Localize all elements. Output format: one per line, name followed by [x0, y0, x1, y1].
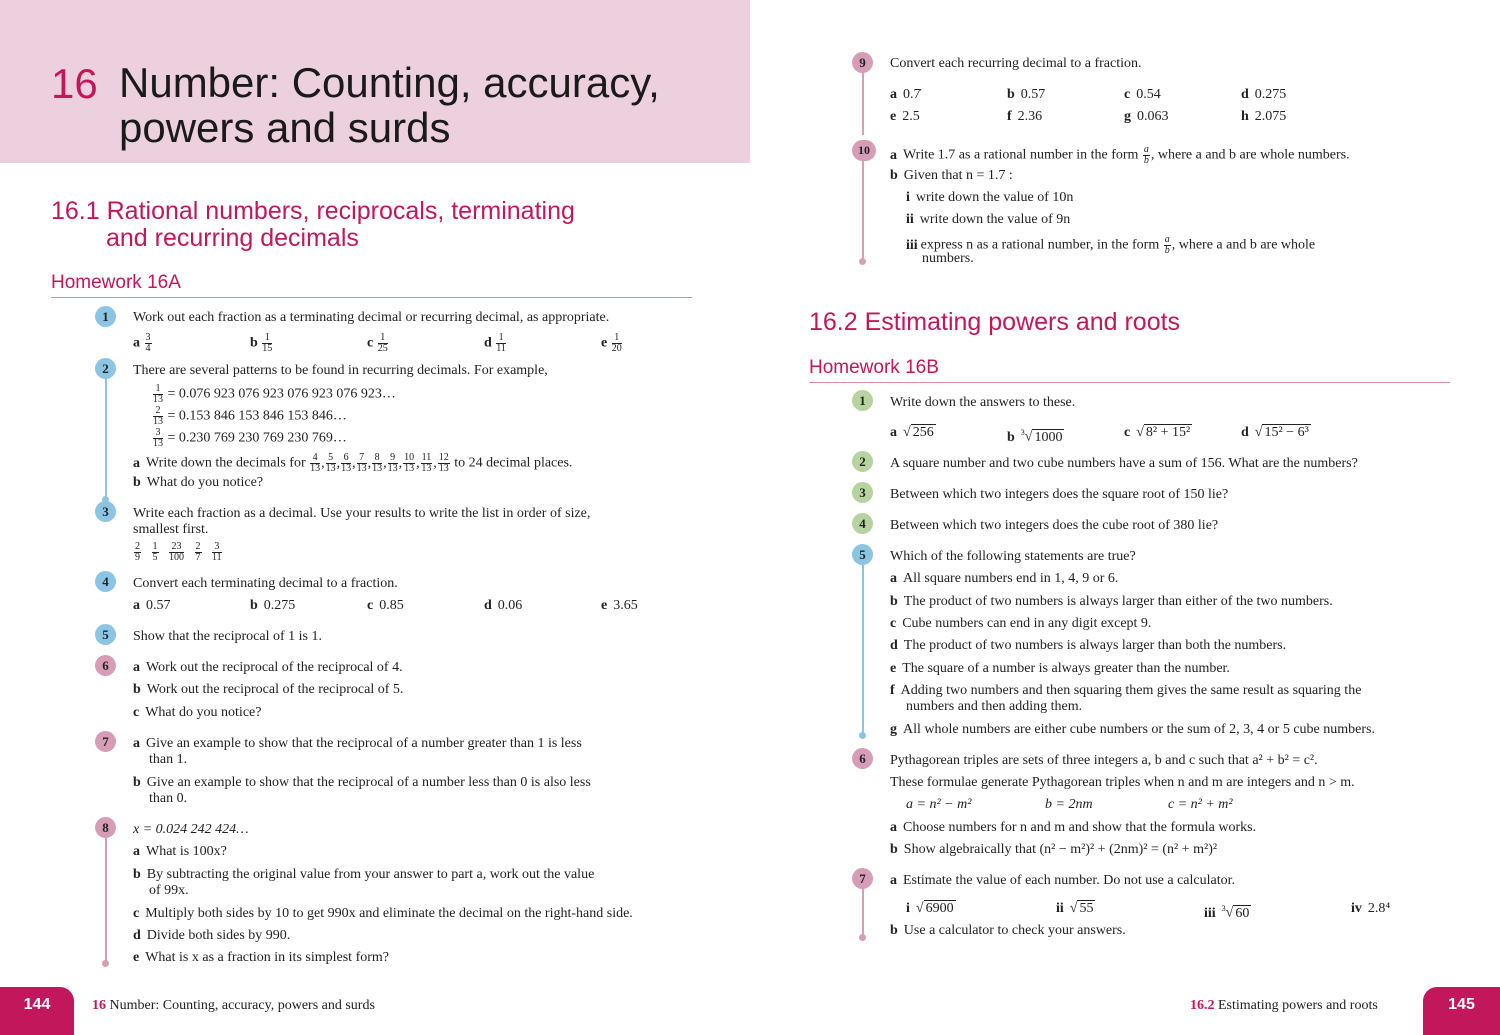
homework-16a-heading: Homework 16A [51, 272, 181, 293]
q2-part-b: b What do you notice? [133, 475, 264, 490]
q9-parts: a 0.7̇ b 0.57 c 0.54 d 0.275 e 2.5 f 2.36 g 0.063 h 2.075 [890, 87, 1287, 124]
fraction: $\frac{5}{13}$ [325, 452, 336, 474]
fraction: $\frac{11}{13}$ [421, 452, 432, 474]
q10-part-b-iii: iii express n as a rational number, in the form $\frac{a}{b}$ , where a and b are whole [906, 234, 1316, 256]
guide-dot [859, 934, 866, 941]
question-number-badge: 5 [852, 544, 873, 565]
q8-part-d: d Divide both sides by 990. [133, 928, 291, 943]
q10-part-b: b Given that n = 1.7 : [890, 168, 1013, 183]
fraction: $\frac{4}{13}$ [310, 452, 321, 474]
guide-dot [102, 960, 109, 967]
b5-part-b: b The product of two numbers is always larger than either of the two numbers. [890, 594, 1333, 609]
q2-row: $\frac{3}{13}$ = 0.230 769 230 769 230 769… [153, 427, 347, 449]
question-number-badge: 10 [852, 140, 876, 161]
fraction: $\frac{1}{25}$ [377, 332, 388, 354]
question-number-badge: 5 [95, 624, 116, 645]
fraction: $\frac{12}{13}$ [438, 452, 449, 474]
guide-dot [859, 732, 866, 739]
question-guide-line [862, 73, 864, 135]
question-number-badge: 2 [852, 451, 873, 472]
q1-text: Work out each fraction as a terminating decimal or recurring decimal, as appropriate. [133, 310, 610, 325]
fraction: $\frac{1}{15}$ [262, 332, 273, 354]
q8-part-b-cont: of 99x. [149, 883, 189, 898]
q10-part-b-ii: ii write down the value of 9n [906, 212, 1071, 227]
b5-part-a: a All square numbers end in 1, 4, 9 or 6. [890, 571, 1119, 586]
q8-part-c: c Multiply both sides by 10 to get 990x and eliminate the decimal on the right-hand side. [133, 906, 633, 921]
b6-formula-c: c = n² + m² [1168, 797, 1233, 812]
b5-part-g: g All whole numbers are either cube numbers or the sum of 2, 3, 4 or 5 cube numbers. [890, 722, 1375, 737]
q9-text: Convert each recurring decimal to a fraction. [890, 56, 1142, 71]
question-number-badge: 1 [852, 390, 873, 411]
q2-text: There are several patterns to be found in recurring decimals. For example, [133, 363, 548, 378]
b6-text2: These formulae generate Pythagorean triples when n and m are integers and n > m. [890, 775, 1355, 790]
homework-16b-heading: Homework 16B [809, 357, 939, 378]
fraction: $\frac{8}{13}$ [372, 452, 383, 474]
q6-part-c: c What do you notice? [133, 705, 262, 720]
b5-part-f: f Adding two numbers and then squaring them gives the same result as squaring the [890, 683, 1362, 698]
section-16-1-title [51, 198, 691, 252]
q8-part-b: b By subtracting the original value from your answer to part a, work out the value [133, 867, 595, 882]
question-guide-line [105, 838, 107, 963]
question-number-badge: 3 [95, 501, 116, 522]
b7-part-a: a Estimate the value of each number. Do not use a calculator. [890, 873, 1235, 888]
part-label: c [367, 335, 374, 351]
page-number-right: 145 [1423, 987, 1500, 1035]
question-number-badge: 7 [852, 868, 873, 889]
chapter-title [119, 60, 739, 150]
question-number-badge: 6 [95, 655, 116, 676]
fraction: $\frac{7}{13}$ [356, 452, 367, 474]
fraction: $\frac{1}{11}$ [496, 332, 506, 354]
q8-part-e: e What is x as a fraction in its simplest form? [133, 950, 389, 965]
q2-fraction-list: $\frac{4}{13}$ , $\frac{5}{13}$ , $\frac{6}{13}$ , $\frac{7}{13}$ , $\frac{8}{13}$ , $\frac{9}{13}$ , $\frac{10}{13}$ , $\frac{11}{13}$ , $\frac{12}{13}$ [310, 452, 449, 474]
footer-left-running-head: 16 Number: Counting, accuracy, powers and surds [92, 998, 375, 1013]
footer-right-running-head: 16.2 Estimating powers and roots [1190, 998, 1378, 1013]
question-number-badge: 9 [852, 52, 873, 73]
homework-rule [809, 382, 1450, 383]
q10-part-b-i: i write down the value of 10n [906, 190, 1074, 205]
section-number: 16.1 [51, 197, 100, 225]
section-title-line1: Rational numbers, reciprocals, terminating [106, 197, 575, 225]
question-number-badge: 8 [95, 817, 116, 838]
question-number-badge: 3 [852, 482, 873, 503]
b5-part-f-cont: numbers and then adding them. [906, 699, 1083, 714]
question-number-badge: 1 [95, 306, 116, 327]
q8-part-a: a What is 100x? [133, 844, 227, 859]
b5-part-e: e The square of a number is always greater than the number. [890, 661, 1230, 676]
b6-part-b: b Show algebraically that (n² − m²)² + (2nm)² = (n² + m²)² [890, 842, 1218, 857]
b5-text: Which of the following statements are true? [890, 549, 1136, 564]
b2-text: A square number and two cube numbers have a sum of 156. What are the numbers? [890, 456, 1358, 471]
b6-part-a: a Choose numbers for n and m and show that the formula works. [890, 820, 1257, 835]
q2-part-a: a Write down the decimals for $\frac{4}{13}$ , $\frac{5}{13}$ , $\frac{6}{13}$ , $\frac{7}{13}$ , $\frac{8}{13}$ , $\frac{9}{13}$ , $\frac{10}{13}$ , $\frac{11}{13}$ , $\frac{12}{13}$ to 24 decimal places. [133, 452, 573, 474]
chapter-title-line2: powers and surds [119, 104, 451, 151]
section-title-line2: and recurring decimals [106, 224, 359, 252]
q7-part-b: b Give an example to show that the reciprocal of a number less than 0 is also less [133, 775, 591, 790]
q3-fractions: $\frac{2}{9}$ $\frac{1}{5}$ $\frac{23}{100}$ $\frac{2}{7}$ $\frac{3}{11}$ [135, 541, 222, 563]
chapter-number: 16 [51, 60, 98, 107]
q10-part-a: a Write 1.7 as a rational number in the form $\frac{a}{b}$ , where a and b are whole numbers. [890, 144, 1350, 166]
q4-text: Convert each terminating decimal to a fraction. [133, 576, 398, 591]
q3-line2: smallest first. [133, 522, 209, 537]
b6-formula-b: b = 2nm [1045, 797, 1093, 812]
chapter-title-line1: Number: Counting, accuracy, [119, 59, 660, 106]
question-guide-line [105, 379, 107, 499]
q7-part-b-cont: than 0. [149, 791, 188, 806]
question-number-badge: 4 [95, 571, 116, 592]
fraction: $\frac{10}{13}$ [404, 452, 415, 474]
b3-text: Between which two integers does the square root of 150 lie? [890, 487, 1229, 502]
q6-part-a: a Work out the reciprocal of the reciprocal of 4. [133, 660, 403, 675]
homework-rule [51, 297, 692, 298]
part-label: e [601, 335, 608, 351]
page-number-left: 144 [0, 987, 74, 1035]
question-guide-line [862, 889, 864, 937]
q2-row: $\frac{2}{13}$ = 0.153 846 153 846 153 846… [153, 405, 347, 427]
q10-part-b-iii-cont: numbers. [922, 251, 974, 266]
part-label: b [250, 335, 258, 351]
fraction: $\frac{1}{20}$ [611, 332, 622, 354]
b6-formula-a: a = n² − m² [906, 797, 972, 812]
guide-dot [859, 258, 866, 265]
q7-part-a-cont: than 1. [149, 752, 188, 767]
question-number-badge: 7 [95, 731, 116, 752]
q5-text: Show that the reciprocal of 1 is 1. [133, 629, 322, 644]
q6-part-b: b Work out the reciprocal of the reciprocal of 5. [133, 682, 404, 697]
q3-line1: Write each fraction as a decimal. Use your results to write the list in order of size, [133, 506, 591, 521]
part-label: d [484, 335, 492, 351]
fraction: $\frac{6}{13}$ [341, 452, 352, 474]
b5-part-d: d The product of two numbers is always larger than both the numbers. [890, 638, 1287, 653]
question-number-badge: 4 [852, 513, 873, 534]
q8-x: x = 0.024 242 424… [133, 822, 249, 837]
b4-text: Between which two integers does the cube root of 380 lie? [890, 518, 1219, 533]
fraction: $\frac{3}{4}$ [145, 332, 151, 354]
question-guide-line [862, 565, 864, 735]
q7-part-a: a Give an example to show that the reciprocal of a number greater than 1 is less [133, 736, 582, 751]
part-label: a [133, 335, 140, 351]
fraction: $\frac{9}{13}$ [387, 452, 398, 474]
b5-part-c: c Cube numbers can end in any digit except 9. [890, 616, 1152, 631]
question-number-badge: 2 [95, 358, 116, 379]
b7-part-b: b Use a calculator to check your answers. [890, 923, 1126, 938]
question-number-badge: 6 [852, 748, 873, 769]
section-16-2-title: 16.2 Estimating powers and roots [809, 308, 1181, 336]
b6-text1: Pythagorean triples are sets of three integers a, b and c such that a² + b² = c². [890, 753, 1318, 768]
b1-text: Write down the answers to these. [890, 395, 1076, 410]
q2-row: $\frac{1}{13}$ = 0.076 923 076 923 076 923 076 923… [153, 383, 396, 405]
question-guide-line [862, 161, 864, 261]
